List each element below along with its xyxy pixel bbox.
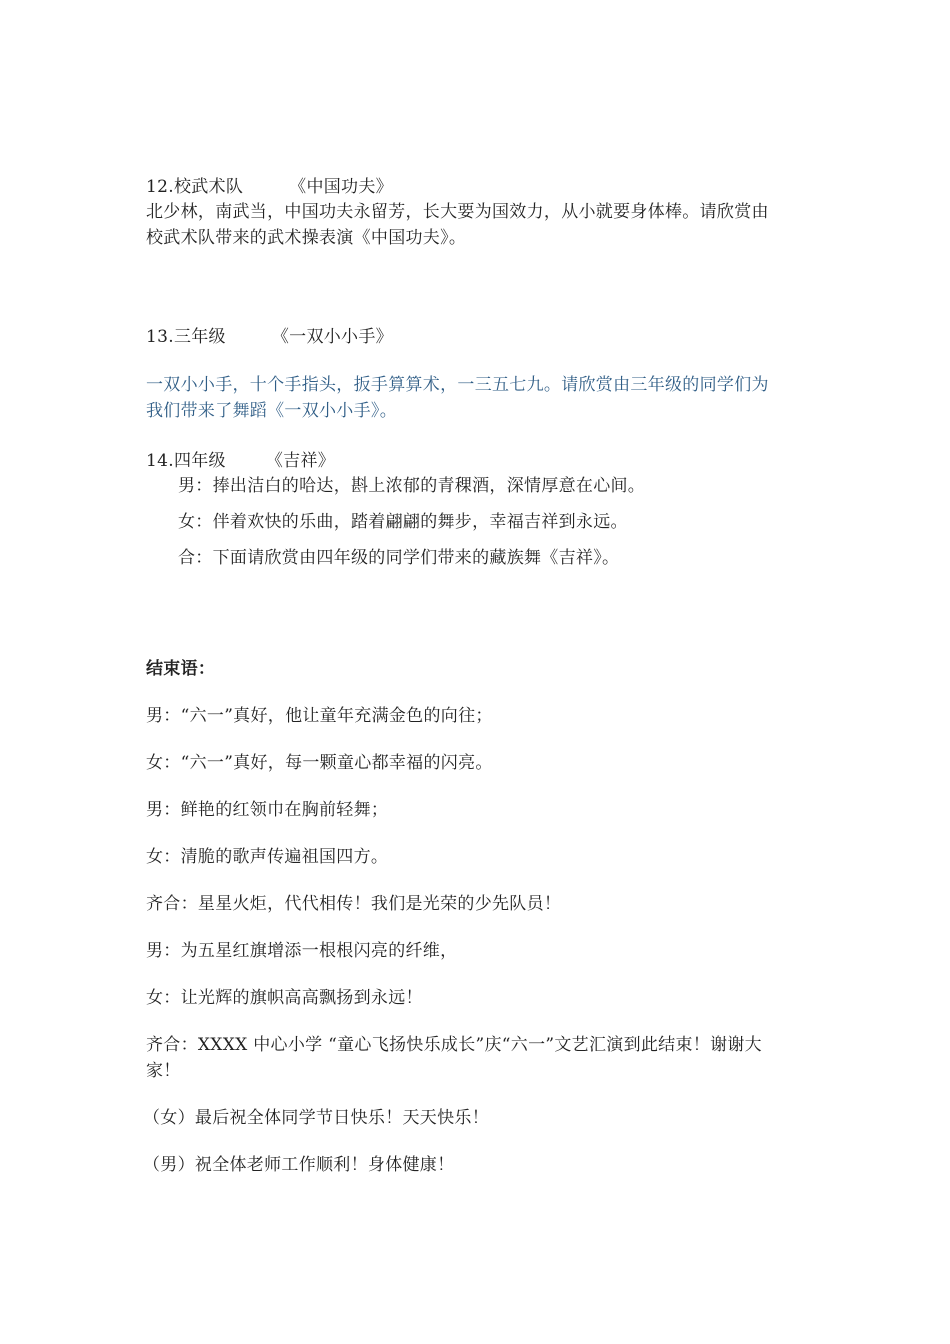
item-13-intro-line-2: 我们带来了舞蹈《一双小小手》。 xyxy=(146,401,397,421)
item-12-performer: 校武术队 xyxy=(173,177,244,197)
item-14-line-female: 女：伴着欢快的乐曲，踏着翩翩的舞步，幸福吉祥到永远。 xyxy=(178,512,628,532)
item-13-title xyxy=(146,325,393,349)
item-14-line-together: 合：下面请欣赏由四年级的同学们带来的藏族舞《吉祥》。 xyxy=(178,548,620,568)
item-12-intro-line-1: 北少林，南武当，中国功夫永留芳，长大要为国效力，从小就要身体棒。请欣赏由 xyxy=(146,202,769,222)
closing-wish-boy: （男）祝全体老师工作顺利！身体健康！ xyxy=(143,1155,455,1175)
closing-line: 男：鲜艳的红领巾在胸前轻舞； xyxy=(146,800,389,820)
closing-line: 女：让光辉的旗帜高高飘扬到永远！ xyxy=(146,988,423,1008)
item-12-intro-line-2: 校武术队带来的武术操表演《中国功夫》。 xyxy=(146,228,467,248)
closing-finale-line-1: 齐合：XXXX 中心小学 “童心飞扬快乐成长”庆“六一”文艺汇演到此结束！谢谢大 xyxy=(146,1035,762,1055)
item-14-number: 14. xyxy=(146,451,174,471)
closing-line: 女：“六一”真好，每一颗童心都幸福的闪亮。 xyxy=(146,753,493,773)
closing-heading: 结束语： xyxy=(146,659,216,679)
item-13-intro-line-1: 一双小小手，十个手指头，扳手算算术，一三五七九。请欣赏由三年级的同学们为 xyxy=(146,375,769,395)
item-14-title xyxy=(146,449,335,473)
closing-wish-girl: （女）最后祝全体同学节日快乐！天天快乐！ xyxy=(143,1108,489,1128)
item-14-performer: 四年级 xyxy=(173,451,226,471)
item-14-line-male: 男：捧出洁白的哈达，斟上浓郁的青稞酒，深情厚意在心间。 xyxy=(178,476,646,496)
closing-line: 男：为五星红旗增添一根根闪亮的纤维， xyxy=(146,941,458,961)
closing-finale-line-2: 家！ xyxy=(146,1061,181,1081)
item-12-number: 12. xyxy=(146,177,174,197)
item-13-number: 13. xyxy=(146,327,174,347)
closing-line: 女：清脆的歌声传遍祖国四方。 xyxy=(146,847,389,867)
item-13-program: 《一双小小手》 xyxy=(271,327,393,347)
item-14-program: 《吉祥》 xyxy=(265,451,336,471)
closing-line: 齐合：星星火炬，代代相传！我们是光荣的少先队员！ xyxy=(146,894,562,914)
closing-line: 男：“六一”真好，他让童年充满金色的向往； xyxy=(146,706,493,726)
item-12-program: 《中国功夫》 xyxy=(289,177,393,197)
item-12-title xyxy=(146,175,393,199)
item-13-performer: 三年级 xyxy=(173,327,226,347)
